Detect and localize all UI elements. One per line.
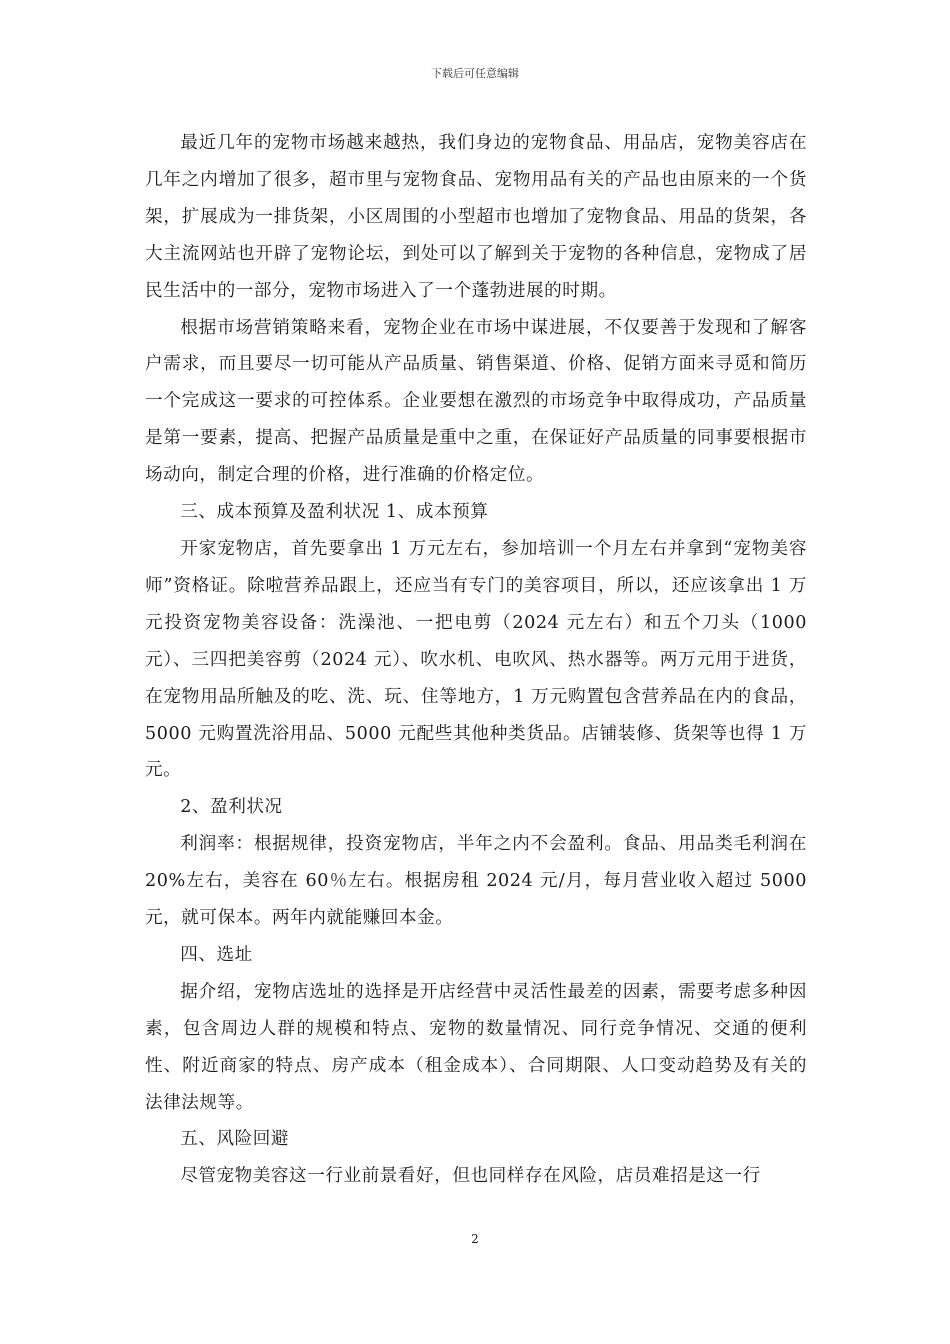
section-heading-location: 四、选址	[180, 944, 253, 965]
paragraph-pet-market-intro: 最近几年的宠物市场越来越热，我们身边的宠物食品、用品店，宠物美容店在几年之内增加了很多，超市里与宠物食品、宠物用品有关的产品也由原来的一个货架，扩展成为一排货架，小区周围的小型超市也增加了宠物食品、用品的货架，各大主流网站也开辟了宠物论坛，到处可以了解到关于宠物的各种信息，宠物成了居民生活中的一部分，宠物市场进入了一个蓬勃进展的时期。	[145, 133, 807, 301]
page-header: 下载后可任意编辑	[431, 67, 519, 80]
page-number: 2	[471, 1232, 479, 1246]
section-heading-cost-budget: 三、成本预算及盈利状况 1、成本预算	[180, 502, 489, 523]
paragraph-startup-costs: 开家宠物店，首先要拿出 1 万元左右，参加培训一个月左右并拿到“宠物美容师”资格证。除啦营养品跟上，还应当有专门的美容项目，所以，还应该拿出 1 万元投资宠物美容设备：洗澡池、一把电剪（2024 元左右）和五个刀头（1000 元）、三四把美容剪（2024 元）、吹水机、电吹风、热水器等。两万元用于进货，在宠物用品所触及的吃、洗、玩、住等地方，1 万元购置包含营养品在内的食品，5000 元购置洗浴用品、5000 元配些其他种类货品。店铺装修、货架等也得 1 万元。	[145, 538, 807, 781]
section-heading-risk: 五、风险回避	[180, 1129, 290, 1150]
subsection-heading-profit: 2、盈利状况	[180, 797, 283, 818]
paragraph-location: 据介绍，宠物店选址的选择是开店经营中灵活性最差的因素，需要考虑多种因素，包含周边人群的规模和特点、宠物的数量情况、同行竞争情况、交通的便利性、附近商家的特点、房产成本（租金成本）、合同期限、人口变动趋势及有关的法律法规等。	[145, 981, 807, 1113]
paragraph-marketing-strategy: 根据市场营销策略来看，宠物企业在市场中谋进展，不仅要善于发现和了解客户需求，而且要尽一切可能从产品质量、销售渠道、价格、促销方面来寻觅和简历一个完成这一要求的可控体系。企业要想在激烈的市场竞争中取得成功，产品质量是第一要素，提高、把握产品质量是重中之重，在保证好产品质量的同事要根据市场动向，制定合理的价格，进行准确的价格定位。	[145, 317, 807, 486]
paragraph-profit-margin: 利润率：根据规律，投资宠物店，半年之内不会盈利。食品、用品类毛利润在 20%左右，美容在 60％左右。根据房租 2024 元/月，每月营业收入超过 5000 元，就可保本。两年内就能赚回本金。	[145, 834, 807, 929]
paragraph-risk: 尽管宠物美容这一行业前景看好，但也同样存在风险，店员难招是这一行	[180, 1166, 761, 1187]
document-body	[145, 125, 807, 1195]
